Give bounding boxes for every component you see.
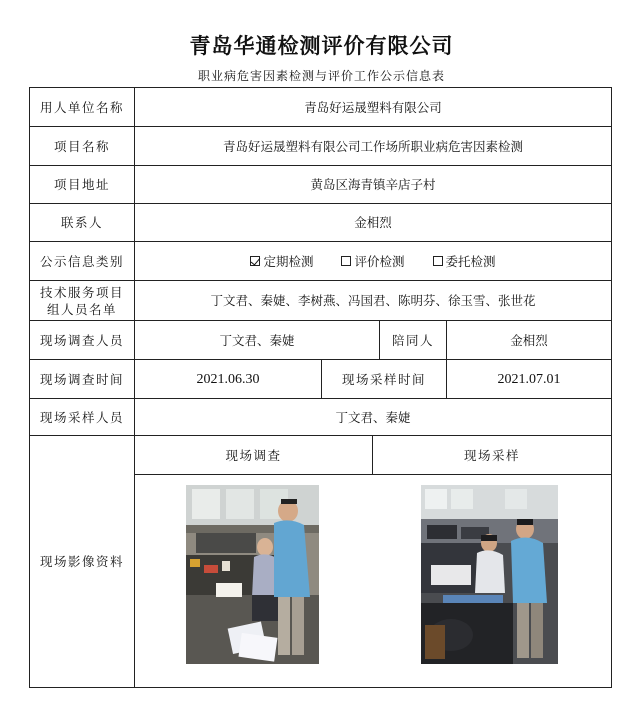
sampling-time-label: 现场采样时间 [341,371,426,387]
checkbox-icon[interactable] [433,256,443,266]
tech-team-label-line2: 组人员名单 [46,301,117,317]
survey-photo [186,485,319,664]
option-commissioned-label: 委托检测 [445,253,496,269]
checked-box-icon[interactable] [250,256,260,266]
disclosure-table [29,87,612,688]
form-subtitle: 职业病危害因素检测与评价工作公示信息表 [197,69,445,83]
companion-value: 金相烈 [510,332,548,348]
survey-staff-value: 丁文君、秦婕 [219,332,295,348]
sampling-staff-value: 丁文君、秦婕 [335,409,411,425]
contact-label: 联系人 [60,215,103,230]
survey-photo-header: 现场调查 [225,447,282,463]
project-address-label: 项目地址 [53,177,110,192]
option-evaluation[interactable] [341,253,404,270]
company-title: 青岛华通检测评价有限公司 [189,34,454,58]
option-periodic[interactable] [250,253,313,270]
project-address-value: 黄岛区海青镇辛店子村 [310,177,436,192]
companion-label: 陪同人 [391,332,434,348]
option-evaluation-label: 评价检测 [354,253,405,269]
sampling-photo [421,485,558,664]
project-name-value: 青岛好运晟塑料有限公司工作场所职业病危害因素检测 [222,138,523,154]
tech-team-label [30,281,134,320]
survey-staff-label: 现场调查人员 [39,332,124,348]
checkbox-icon[interactable] [341,256,351,266]
option-commissioned[interactable] [433,253,496,270]
images-label: 现场影像资料 [39,554,124,569]
tech-team-value: 丁文君、秦婕、李树燕、冯国君、陈明芬、徐玉雪、张世花 [210,293,536,308]
employer-value: 青岛好运晟塑料有限公司 [304,99,442,115]
survey-time-label: 现场调查时间 [39,371,124,387]
sampling-staff-label: 现场采样人员 [39,409,124,425]
survey-time-value: 2021.06.30 [196,371,260,387]
category-options [135,242,611,280]
contact-value: 金相烈 [354,215,392,230]
sampling-time-value: 2021.07.01 [497,371,561,387]
project-name-label: 项目名称 [53,138,110,154]
tech-team-label-line1: 技术服务项目 [39,284,124,300]
employer-label: 用人单位名称 [39,99,124,115]
option-periodic-label: 定期检测 [263,253,314,269]
category-label: 公示信息类别 [39,253,124,269]
sampling-photo-header: 现场采样 [463,447,520,463]
